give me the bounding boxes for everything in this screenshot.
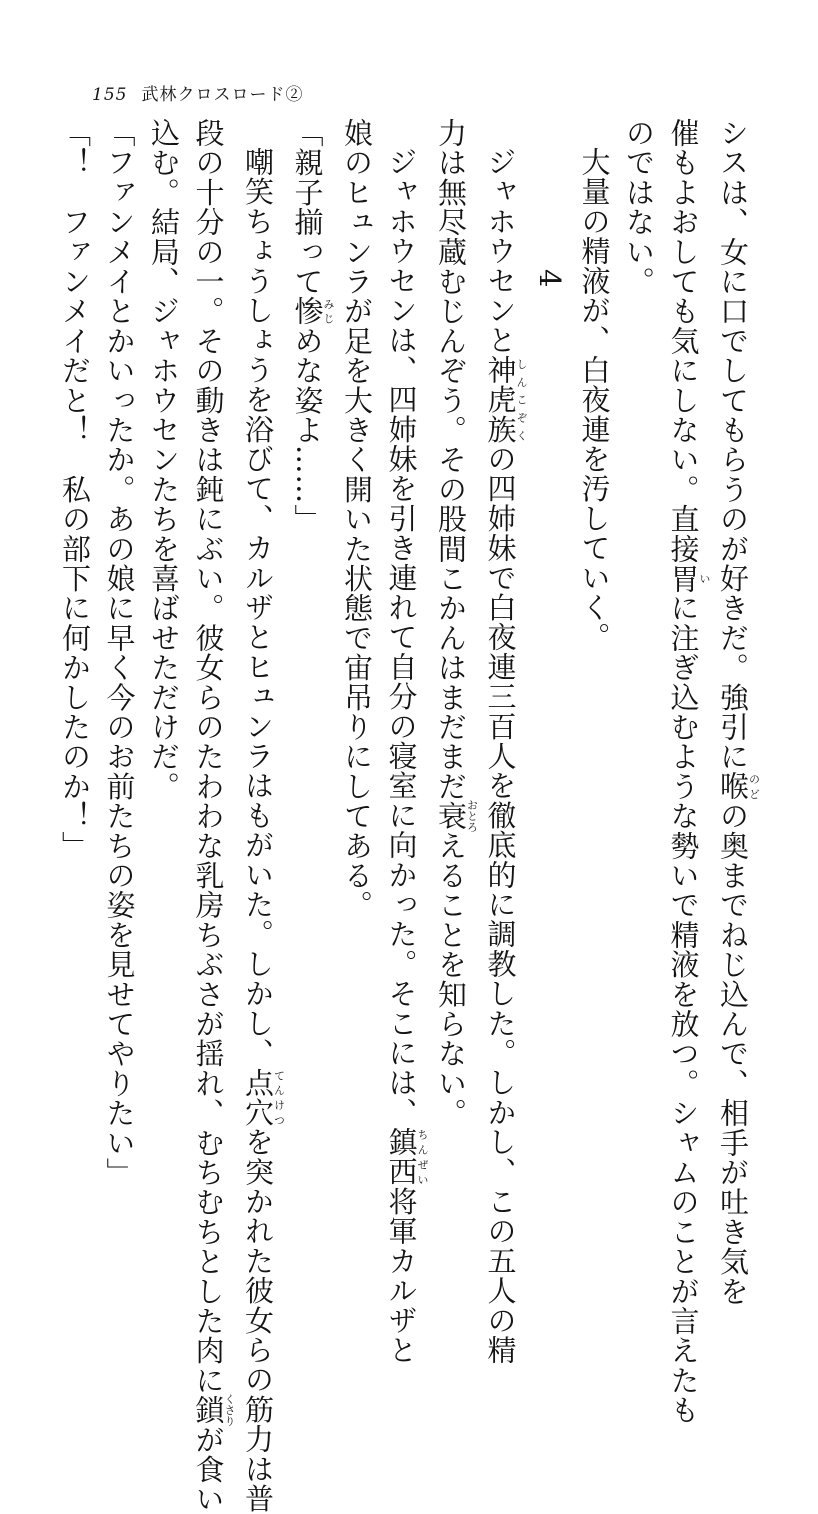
text-line: 催もよおしても気にしない。直接胃いに注ぎ込むような勢いで精液を放つ。シャムのことが言えたも: [666, 118, 711, 1425]
furigana: 点穴てんけつ: [241, 1067, 286, 1128]
text-line: 嘲笑ちょうしょうを浴びて、カルザとヒュンラはもがいた。しかし、点穴てんけつを突かれた彼女らの筋力は普: [241, 147, 286, 1514]
furigana: 衰おとろ: [434, 799, 479, 833]
text-line: ジャホウセンは、四姉妹を引き連れて自分の寝室に向かった。そこには、鎮西ちんぜい将軍カルザと: [384, 147, 429, 1365]
page-number: 155: [92, 85, 128, 105]
furigana: 惨みじ: [290, 296, 335, 326]
furigana: 胃い: [666, 563, 711, 594]
text-line: 力は無尽蔵むじんぞう。その股間こかんはまだまだ衰おとろえることを知らない。: [434, 118, 479, 1128]
dialogue-line: 「親子揃って惨みじめな姿よ……」: [290, 118, 335, 534]
text-line: 段の十分の一。その動きは鈍にぶい。彼女らのたわわな乳房ちぶさが揺れ、むちむちとした肉に鎖くさりが食い: [191, 118, 236, 1514]
text-line: 娘のヒュンラが足を大きく開いた状態で宙吊りにしてある。: [340, 118, 374, 920]
furigana: 鎖くさり: [191, 1393, 236, 1427]
furigana: 鎮西ちんぜい: [384, 1127, 429, 1187]
text-line: のではない。: [622, 118, 656, 297]
dialogue-line: 「ファンメイとかいったか。あの娘に早く今のお前たちの姿を見せてやりたい」: [102, 118, 137, 1188]
furigana: 喉のど: [716, 771, 761, 802]
text-line: 大量の精液が、白夜連を汚していく。: [577, 147, 612, 652]
furigana: 神虎族しんこぞく: [483, 354, 528, 445]
dialogue-line: 「！ ファンメイだと！ 私の部下に何かしたのか！」: [58, 118, 92, 861]
text-line: 込む。結局、ジャホウセンたちを喜ばせただけだ。: [147, 118, 181, 802]
text-line: シスは、女に口でしてもらうのが好きだ。強引に喉のどの奥までねじ込んで、相手が吐き気を: [716, 118, 761, 1307]
running-header: [92, 80, 303, 105]
section-heading: 4: [533, 268, 567, 288]
vertical-body-text: [58, 118, 761, 1514]
book-title: 武林クロスロード②: [141, 85, 304, 105]
text-line: ジャホウセンと神虎族しんこぞくの四姉妹で白夜連三百人を徹底的に調教した。しかし、この五人の精: [483, 147, 528, 1365]
